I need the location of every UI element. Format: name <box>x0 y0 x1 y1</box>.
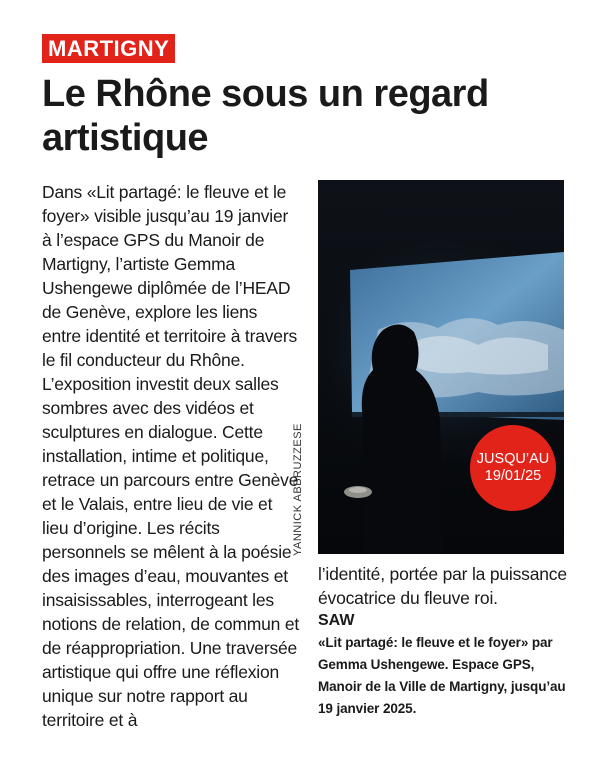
body-text-left: Dans «Lit partagé: le fleuve et le foyer» visible jusqu’au 19 janvier à l’espace GPS du Manoir de Martigny, l’artiste Gemma Ushengewe diplômée de l’HEAD de Genève, explore les liens entre identité et territoire à travers le fil conducteur du Rhône. L’exposition investit deux salles sombres avec des vidéos et sculptures en dialogue. Cette installation, intime et politique, retrace un parcours entre Genève et le Valais, entre lieu de vie et lieu d’origine. Les récits personnels se mêlent à la poésie des images d’eau, mouvantes et insaisissables, interrogeant les notions de relation, de commun et de réappropriation. Une traversée artistique qui offre une réflexion unique sur notre rapport au territoire et à <box>42 182 300 730</box>
section-tag: MARTIGNY <box>42 34 175 63</box>
photo-credit: YANNICK ABBRUZZESE <box>292 423 304 556</box>
body-text-right: l’identité, portée par la puissance évocatrice du fleuve roi. <box>318 564 567 608</box>
exhibition-info: «Lit partagé: le fleuve et le foyer» par Gemma Ushengewe. Espace GPS, Manoir de la Ville de Martigny, jusqu’au 19 janvier 2025. <box>318 635 566 716</box>
body-column-right <box>318 562 568 720</box>
body-column-left <box>42 180 300 732</box>
author-signature: SAW <box>318 612 355 629</box>
date-badge-date: 19/01/25 <box>484 468 542 484</box>
date-badge-label: JUSQU’AU <box>476 451 550 467</box>
date-badge <box>470 425 556 511</box>
article-headline: Le Rhône sous un regard artistique <box>42 73 489 159</box>
